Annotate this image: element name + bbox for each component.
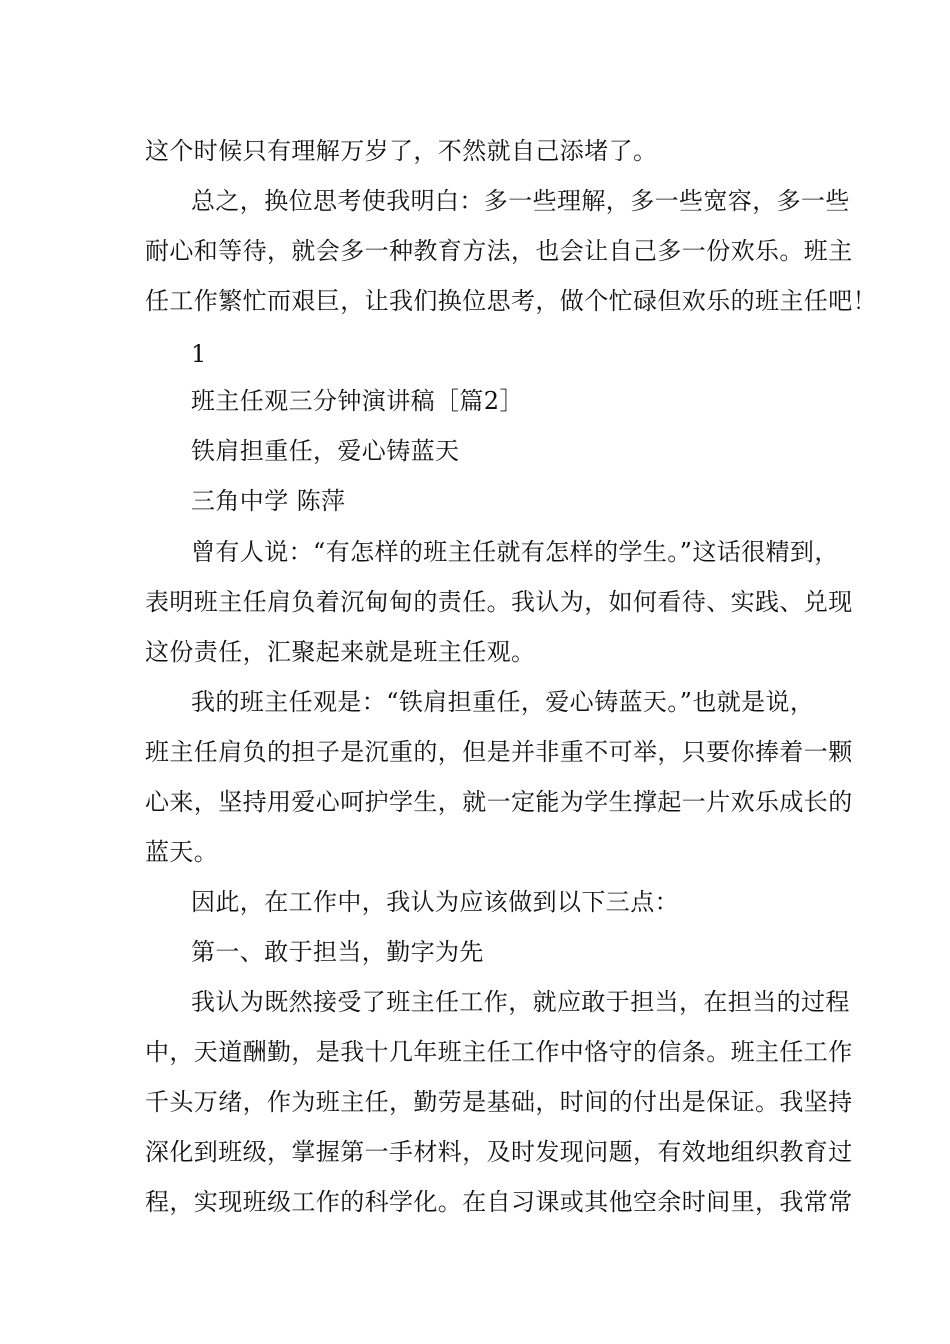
text-line: 千头万绪，作为班主任，勤劳是基础，时间的付出是保证。我坚持 xyxy=(145,1088,853,1116)
text-line: 任工作繁忙而艰巨，让我们换位思考，做个忙碌但欢乐的班主任吧！ xyxy=(145,287,877,315)
author-line: 三角中学 陈萍 xyxy=(191,487,346,515)
text-line: 班主任肩负的担子是沉重的，但是并非重不可举，只要你捧着一颗 xyxy=(145,738,853,766)
subheading: 第一、敢于担当，勤字为先 xyxy=(191,938,484,966)
text-line: 耐心和等待，就会多一种教育方法，也会让自己多一份欢乐。班主 xyxy=(145,237,853,265)
text-line: 这份责任，汇聚起来就是班主任观。 xyxy=(145,638,536,666)
text-line: 我认为既然接受了班主任工作，就应敢于担当，在担当的过程 xyxy=(191,988,850,1016)
text-line: 这个时候只有理解万岁了，不然就自己添堵了。 xyxy=(145,137,658,165)
text-line: 我的班主任观是：“铁肩担重任，爱心铸蓝天。”也就是说， xyxy=(191,688,815,716)
text-line: 蓝天。 xyxy=(145,838,219,866)
text-line: 曾有人说：“有怎样的班主任就有怎样的学生。”这话很精到， xyxy=(191,538,839,566)
text-line: 深化到班级，掌握第一手材料，及时发现问题，有效地组织教育过 xyxy=(145,1138,853,1166)
section-title: 班主任观三分钟演讲稿［篇2］ xyxy=(191,387,524,415)
speech-title: 铁肩担重任，爱心铸蓝天 xyxy=(191,437,460,465)
text-line: 程，实现班级工作的科学化。在自习课或其他空余时间里，我常常 xyxy=(145,1188,853,1216)
text-line: 总之，换位思考使我明白：多一些理解，多一些宽容，多一些 xyxy=(191,187,850,215)
text-line: 心来，坚持用爱心呵护学生，就一定能为学生撑起一片欢乐成长的 xyxy=(145,788,853,816)
text-line: 因此，在工作中，我认为应该做到以下三点： xyxy=(191,888,679,916)
page-number: 1 xyxy=(191,340,207,368)
text-line: 中，天道酬勤，是我十几年班主任工作中恪守的信条。班主任工作 xyxy=(145,1038,853,1066)
text-line: 表明班主任肩负着沉甸甸的责任。我认为，如何看待、实践、兑现 xyxy=(145,588,853,616)
